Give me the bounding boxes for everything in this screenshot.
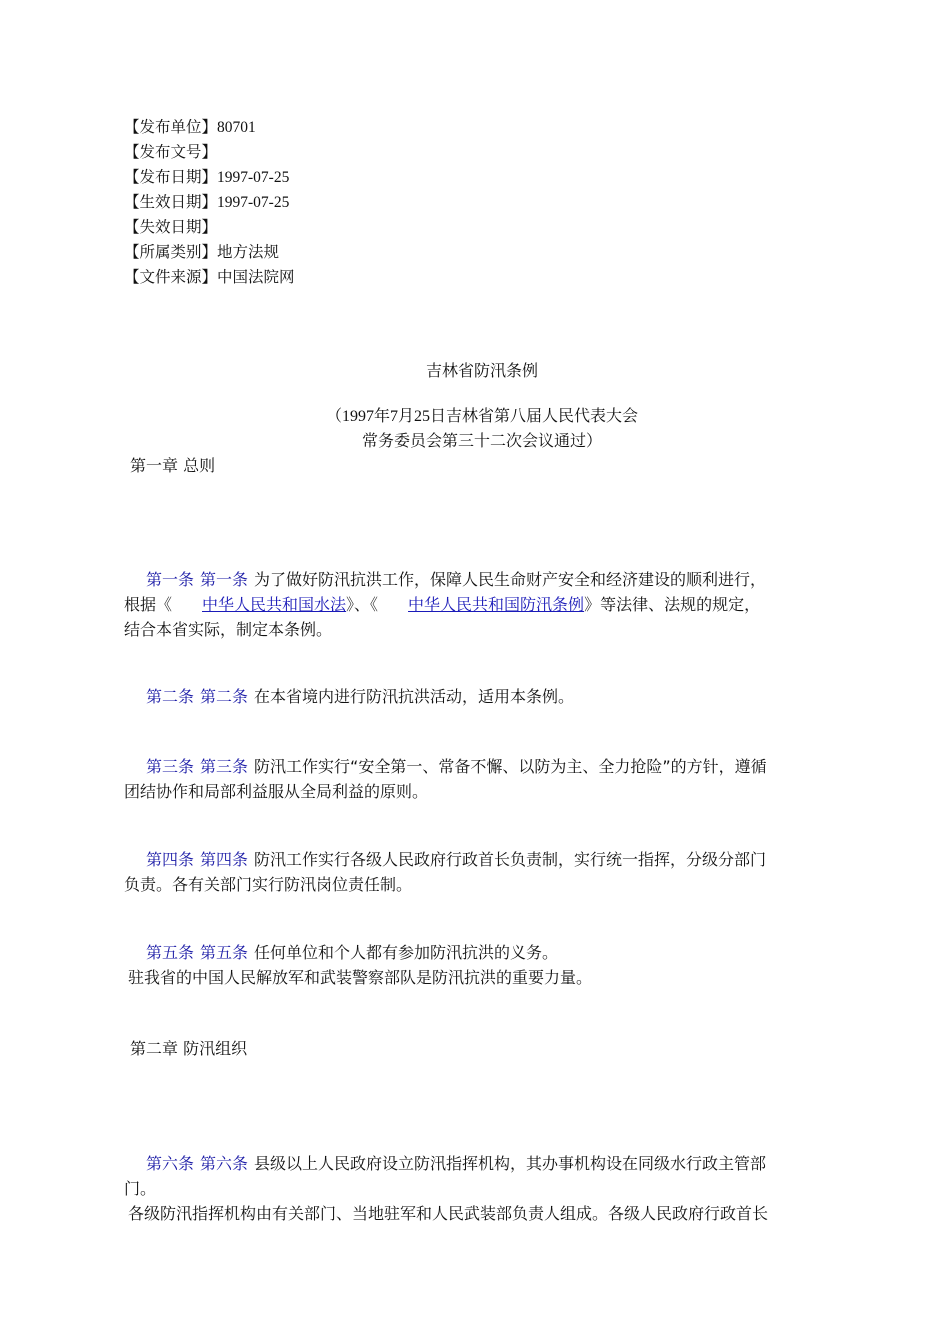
meta-row-doc-number: 【发布文号】 xyxy=(124,143,218,161)
link-flood-control-regulations[interactable]: 中华人民共和国防汛条例 xyxy=(408,595,585,614)
subtitle-line-2: 常务委员会第三十二次会议通过） xyxy=(361,431,602,450)
article-3: 第三条 第三条 防汛工作实行“安全第一、常备不懈、以防为主、全力抢险”的方针，遵循 团结协作和局部利益服从全局利益的原则。 xyxy=(124,757,767,801)
article-4: 第四条 第四条 防汛工作实行各级人民政府行政首长负责制，实行统一指挥，分级分部门 负责。各有关部门实行防汛岗位责任制。 xyxy=(124,850,767,894)
article-label-repeat: 第一条 xyxy=(200,570,249,589)
meta-row-source: 【文件来源】中国法院网 xyxy=(124,268,295,286)
article-6: 第六条 第六条 县级以上人民政府设立防汛指挥机构，其办事机构设在同级水行政主管部 门。 各级防汛指挥机构由有关部门、当地驻军和人民武装部负责人组成。各级人民政府行政首长 xyxy=(124,1154,769,1223)
article-label-repeat: 第三条 xyxy=(200,757,249,776)
document-title: 吉林省防汛条例 xyxy=(425,361,538,380)
meta-row-publish-date: 【发布日期】1997-07-25 xyxy=(124,168,290,186)
meta-row-publisher: 【发布单位】80701 xyxy=(124,118,256,136)
article-label: 第一条 xyxy=(146,570,195,589)
link-water-law[interactable]: 中华人民共和国水法 xyxy=(202,595,347,614)
meta-row-effective-date: 【生效日期】1997-07-25 xyxy=(124,193,290,211)
meta-row-expiry-date: 【失效日期】 xyxy=(124,218,218,236)
article-1: 第一条 第一条 为了做好防汛抗洪工作，保障人民生命财产安全和经济建设的顺利进行， 根据《 中华人民共和国水法》、《 中华人民共和国防汛条例》等法律、法规的规定， 结合本省实际，制定本条例。 xyxy=(124,570,767,639)
article-label: 第二条 xyxy=(146,687,195,706)
article-label-repeat: 第五条 xyxy=(200,943,249,962)
meta-row-category: 【所属类别】地方法规 xyxy=(124,243,280,261)
article-2: 第二条 第二条 在本省境内进行防汛抗洪活动，适用本条例。 xyxy=(146,687,575,706)
article-5: 第五条 第五条 任何单位和个人都有参加防汛抗洪的义务。 驻我省的中国人民解放军和武装警察部队是防汛抗洪的重要力量。 xyxy=(128,943,593,987)
article-label-repeat: 第二条 xyxy=(200,687,249,706)
article-label: 第五条 xyxy=(146,943,195,962)
document-metadata xyxy=(124,115,295,290)
subtitle-line-1: （1997年7月25日吉林省第八届人民代表大会 xyxy=(325,406,639,425)
article-label: 第六条 xyxy=(146,1154,195,1173)
chapter-heading-2: 第二章 防汛组织 xyxy=(130,1039,248,1058)
article-label-repeat: 第六条 xyxy=(200,1154,249,1173)
article-label-repeat: 第四条 xyxy=(200,850,249,869)
document-subtitle xyxy=(0,404,950,453)
article-label: 第三条 xyxy=(146,757,195,776)
chapter-heading-1: 第一章 总则 xyxy=(130,456,216,475)
article-label: 第四条 xyxy=(146,850,195,869)
